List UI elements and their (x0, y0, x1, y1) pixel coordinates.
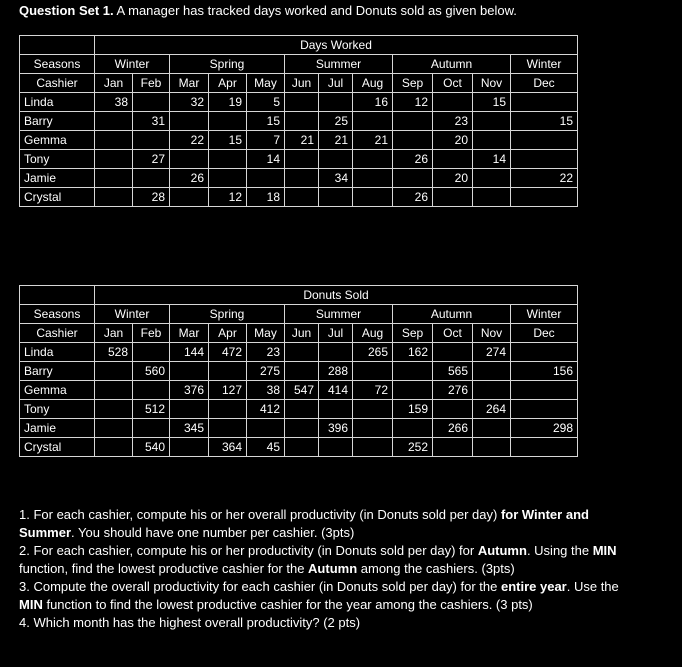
value-cell: 512 (133, 400, 170, 419)
month-header: Apr (209, 324, 247, 343)
table-title: Donuts Sold (95, 286, 578, 305)
value-cell (473, 381, 511, 400)
value-cell (433, 188, 473, 207)
value-cell (209, 419, 247, 438)
month-header: Jul (319, 74, 353, 93)
value-cell (353, 169, 393, 188)
value-cell (133, 169, 170, 188)
value-cell: 19 (209, 93, 247, 112)
cashier-name: Jamie (20, 169, 95, 188)
table-row (20, 169, 578, 188)
seasons-label: Seasons (20, 55, 95, 74)
value-cell (433, 150, 473, 169)
value-cell: 159 (393, 400, 433, 419)
question-emphasis: Autumn (308, 561, 358, 576)
question-set-label: Question Set 1. (19, 3, 114, 18)
value-cell (393, 381, 433, 400)
value-cell (511, 131, 578, 150)
month-header: May (247, 324, 285, 343)
season-header: Winter (95, 55, 170, 74)
table-title: Days Worked (95, 36, 578, 55)
value-cell (285, 169, 319, 188)
question-text: function, find the lowest productive cashier for the (19, 561, 309, 576)
value-cell (133, 343, 170, 362)
value-cell: 38 (247, 381, 285, 400)
value-cell: 23 (247, 343, 285, 362)
question-emphasis: MIN (19, 597, 43, 612)
value-cell (170, 150, 209, 169)
month-header: Feb (133, 324, 170, 343)
value-cell: 22 (511, 169, 578, 188)
value-cell (353, 400, 393, 419)
value-cell (247, 169, 285, 188)
month-header-row (20, 74, 578, 93)
month-header: Jan (95, 324, 133, 343)
question-emphasis: entire year (500, 579, 567, 594)
question-text: 4. Which month has the highest overall productivity? (2 pts) (19, 615, 361, 630)
question-text: among the cashiers. (3pts) (357, 561, 515, 576)
value-cell: 565 (433, 362, 473, 381)
value-cell: 528 (95, 343, 133, 362)
value-cell (433, 343, 473, 362)
value-cell (247, 419, 285, 438)
month-header: Mar (170, 324, 209, 343)
table-row (20, 381, 578, 400)
value-cell: 26 (393, 188, 433, 207)
corner-cell (20, 286, 95, 305)
month-header: Sep (393, 324, 433, 343)
value-cell (511, 93, 578, 112)
value-cell (353, 438, 393, 457)
value-cell: 12 (393, 93, 433, 112)
cashier-name: Tony (20, 400, 95, 419)
table-row (20, 188, 578, 207)
question-set-description: A manager has tracked days worked and Donuts sold as given below. (116, 3, 517, 18)
value-cell: 162 (393, 343, 433, 362)
value-cell: 376 (170, 381, 209, 400)
question-emphasis: MIN (592, 543, 617, 558)
table-title-row (20, 36, 578, 55)
cashier-name: Linda (20, 93, 95, 112)
cashier-name: Tony (20, 150, 95, 169)
question-item (19, 506, 629, 542)
table-row (20, 419, 578, 438)
value-cell (473, 112, 511, 131)
month-header: Dec (511, 74, 578, 93)
question-text: 3. Compute the overall productivity for each cashier (in Donuts sold per day) for the (19, 579, 501, 594)
value-cell (473, 169, 511, 188)
value-cell: 14 (247, 150, 285, 169)
value-cell: 14 (473, 150, 511, 169)
value-cell: 412 (247, 400, 285, 419)
value-cell: 20 (433, 131, 473, 150)
value-cell (209, 169, 247, 188)
season-header: Autumn (393, 55, 511, 74)
value-cell (511, 188, 578, 207)
value-cell (209, 400, 247, 419)
value-cell (353, 362, 393, 381)
value-cell (285, 343, 319, 362)
month-header: Feb (133, 74, 170, 93)
value-cell (95, 381, 133, 400)
value-cell: 540 (133, 438, 170, 457)
questions-list (19, 506, 629, 632)
cashier-label: Cashier (20, 74, 95, 93)
value-cell (319, 150, 353, 169)
month-header: Apr (209, 74, 247, 93)
month-header: Jul (319, 324, 353, 343)
seasons-label: Seasons (20, 305, 95, 324)
cashier-name: Barry (20, 362, 95, 381)
month-header: Nov (473, 324, 511, 343)
value-cell (170, 438, 209, 457)
table-row (20, 362, 578, 381)
value-cell: 414 (319, 381, 353, 400)
value-cell (319, 93, 353, 112)
value-cell: 156 (511, 362, 578, 381)
question-text: 1. For each cashier, compute his or her overall productivity (in Donuts sold per day) (19, 507, 501, 522)
value-cell (433, 93, 473, 112)
value-cell (95, 400, 133, 419)
value-cell: 266 (433, 419, 473, 438)
month-header: Nov (473, 74, 511, 93)
season-header: Summer (285, 55, 393, 74)
table-row (20, 150, 578, 169)
value-cell: 16 (353, 93, 393, 112)
question-item (19, 578, 629, 614)
question-emphasis: Autumn (477, 543, 527, 558)
value-cell: 12 (209, 188, 247, 207)
table-row (20, 131, 578, 150)
value-cell (209, 112, 247, 131)
value-cell: 27 (133, 150, 170, 169)
season-header: Winter (511, 55, 578, 74)
month-header: Aug (353, 324, 393, 343)
value-cell (393, 169, 433, 188)
value-cell (353, 188, 393, 207)
days-worked-table (19, 35, 578, 207)
month-header: Jan (95, 74, 133, 93)
question-text: 2. For each cashier, compute his or her productivity (in Donuts sold per day) for (19, 543, 478, 558)
value-cell (511, 400, 578, 419)
value-cell: 15 (247, 112, 285, 131)
value-cell (133, 381, 170, 400)
value-cell: 18 (247, 188, 285, 207)
value-cell: 364 (209, 438, 247, 457)
value-cell: 298 (511, 419, 578, 438)
value-cell: 288 (319, 362, 353, 381)
value-cell (133, 131, 170, 150)
value-cell (95, 169, 133, 188)
value-cell (95, 112, 133, 131)
value-cell: 275 (247, 362, 285, 381)
value-cell (285, 188, 319, 207)
question-item (19, 542, 629, 578)
value-cell (319, 400, 353, 419)
value-cell: 252 (393, 438, 433, 457)
season-header-row (20, 305, 578, 324)
value-cell (393, 419, 433, 438)
value-cell (95, 150, 133, 169)
season-header: Autumn (393, 305, 511, 324)
value-cell (209, 150, 247, 169)
question-item (19, 614, 629, 632)
value-cell (511, 381, 578, 400)
month-header: Jun (285, 74, 319, 93)
question-text: . You should have one number per cashier. (3pts) (71, 525, 355, 540)
season-header: Summer (285, 305, 393, 324)
cashier-name: Barry (20, 112, 95, 131)
value-cell: 144 (170, 343, 209, 362)
value-cell (170, 400, 209, 419)
value-cell (95, 438, 133, 457)
value-cell: 72 (353, 381, 393, 400)
value-cell: 5 (247, 93, 285, 112)
month-header-row (20, 324, 578, 343)
value-cell (319, 343, 353, 362)
value-cell: 15 (209, 131, 247, 150)
value-cell: 127 (209, 381, 247, 400)
value-cell: 25 (319, 112, 353, 131)
value-cell (285, 362, 319, 381)
value-cell (473, 419, 511, 438)
table-row (20, 343, 578, 362)
value-cell: 15 (511, 112, 578, 131)
cashier-name: Linda (20, 343, 95, 362)
question-text: function to find the lowest productive cashier for the year among the cashiers. (3 pts) (42, 597, 533, 612)
corner-cell (20, 36, 95, 55)
value-cell: 21 (319, 131, 353, 150)
cashier-name: Crystal (20, 188, 95, 207)
cashier-name: Crystal (20, 438, 95, 457)
value-cell: 26 (170, 169, 209, 188)
value-cell (511, 343, 578, 362)
table-row (20, 400, 578, 419)
value-cell (393, 362, 433, 381)
value-cell: 34 (319, 169, 353, 188)
season-header-row (20, 55, 578, 74)
value-cell (473, 362, 511, 381)
value-cell: 472 (209, 343, 247, 362)
value-cell (511, 438, 578, 457)
month-header: Oct (433, 324, 473, 343)
month-header: Oct (433, 74, 473, 93)
value-cell (133, 419, 170, 438)
table-row (20, 438, 578, 457)
value-cell (285, 93, 319, 112)
value-cell (133, 93, 170, 112)
value-cell (285, 438, 319, 457)
value-cell (473, 438, 511, 457)
value-cell: 26 (393, 150, 433, 169)
question-emphasis: for Winter and Summer (19, 507, 589, 540)
value-cell: 396 (319, 419, 353, 438)
value-cell: 560 (133, 362, 170, 381)
month-header: Sep (393, 74, 433, 93)
value-cell: 345 (170, 419, 209, 438)
value-cell (353, 150, 393, 169)
value-cell: 264 (473, 400, 511, 419)
value-cell (393, 131, 433, 150)
season-header: Winter (95, 305, 170, 324)
table-row (20, 93, 578, 112)
value-cell (209, 362, 247, 381)
value-cell: 276 (433, 381, 473, 400)
value-cell: 265 (353, 343, 393, 362)
value-cell: 15 (473, 93, 511, 112)
month-header: Jun (285, 324, 319, 343)
value-cell (473, 131, 511, 150)
month-header: May (247, 74, 285, 93)
value-cell: 45 (247, 438, 285, 457)
month-header: Dec (511, 324, 578, 343)
value-cell (95, 131, 133, 150)
value-cell (353, 419, 393, 438)
cashier-label: Cashier (20, 324, 95, 343)
value-cell (393, 112, 433, 131)
month-header: Mar (170, 74, 209, 93)
value-cell: 28 (133, 188, 170, 207)
value-cell (285, 112, 319, 131)
value-cell (95, 188, 133, 207)
value-cell: 22 (170, 131, 209, 150)
value-cell: 274 (473, 343, 511, 362)
question-set-heading (19, 3, 517, 19)
question-text: . Use the (566, 579, 619, 594)
value-cell: 21 (285, 131, 319, 150)
value-cell (95, 362, 133, 381)
cashier-name: Gemma (20, 381, 95, 400)
value-cell (285, 419, 319, 438)
value-cell (319, 438, 353, 457)
value-cell (285, 150, 319, 169)
season-header: Spring (170, 55, 285, 74)
season-header: Winter (511, 305, 578, 324)
value-cell: 21 (353, 131, 393, 150)
value-cell (285, 400, 319, 419)
value-cell: 20 (433, 169, 473, 188)
value-cell (433, 438, 473, 457)
question-text: . Using the (526, 543, 593, 558)
value-cell (170, 112, 209, 131)
cashier-name: Jamie (20, 419, 95, 438)
value-cell: 547 (285, 381, 319, 400)
value-cell: 38 (95, 93, 133, 112)
cashier-name: Gemma (20, 131, 95, 150)
month-header: Aug (353, 74, 393, 93)
value-cell (170, 188, 209, 207)
value-cell (95, 419, 133, 438)
donuts-sold-table (19, 285, 578, 457)
value-cell (511, 150, 578, 169)
value-cell (353, 112, 393, 131)
value-cell: 23 (433, 112, 473, 131)
value-cell: 32 (170, 93, 209, 112)
table-title-row (20, 286, 578, 305)
season-header: Spring (170, 305, 285, 324)
value-cell (170, 362, 209, 381)
value-cell (433, 400, 473, 419)
table-row (20, 112, 578, 131)
value-cell (473, 188, 511, 207)
value-cell: 7 (247, 131, 285, 150)
value-cell: 31 (133, 112, 170, 131)
value-cell (319, 188, 353, 207)
